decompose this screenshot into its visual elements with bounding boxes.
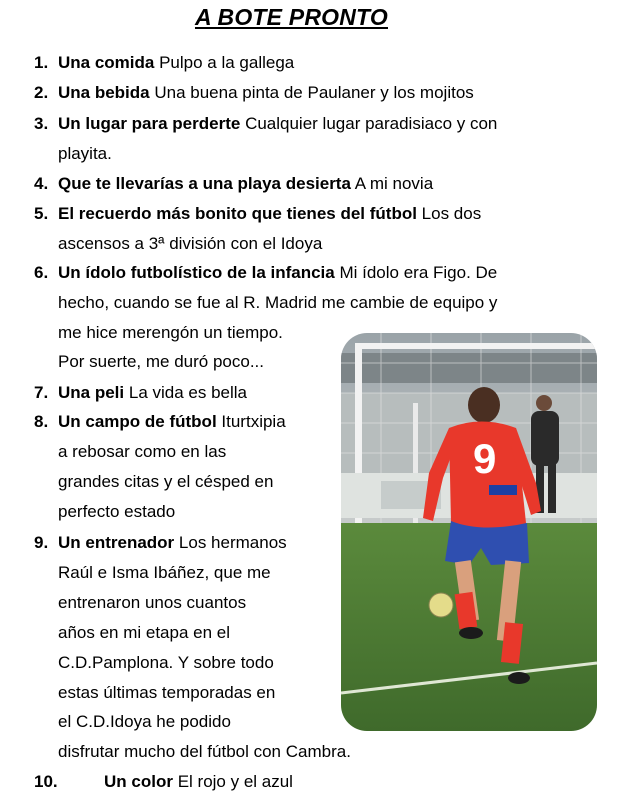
- jersey-number: 9: [473, 435, 497, 482]
- list-item-continuation: entrenaron unos cuantos: [58, 593, 247, 612]
- list-item-continuation: grandes citas y el césped en: [58, 472, 274, 491]
- list-item-continuation: perfecto estado: [58, 502, 176, 521]
- list-item: 3. Un lugar para perderte Cualquier lugar paradisiaco y con: [34, 114, 498, 133]
- list-item-continuation: años en mi etapa en el: [58, 623, 231, 642]
- list-item: 5. El recuerdo más bonito que tienes del fútbol Los dos: [34, 204, 482, 223]
- list-item-continuation: Raúl e Isma Ibáñez, que me: [58, 563, 271, 582]
- list-item: 6. Un ídolo futbolístico de la infancia Mi ídolo era Figo. De: [34, 263, 498, 282]
- list-item-continuation: estas últimas temporadas en: [58, 683, 276, 702]
- list-item-continuation: playita.: [58, 144, 112, 163]
- page-title: A BOTE PRONTO: [194, 4, 388, 30]
- list-item: 1. Una comida Pulpo a la gallega: [34, 53, 295, 72]
- list-item-continuation: ascensos a 3ª división con el Idoya: [58, 234, 323, 253]
- list-item-continuation: C.D.Pamplona. Y sobre todo: [58, 653, 274, 672]
- list-item: 10. Un color El rojo y el azul: [34, 772, 293, 791]
- list-item-continuation: el C.D.Idoya he podido: [58, 712, 231, 731]
- list-item-continuation: hecho, cuando se fue al R. Madrid me cambie de equipo y: [58, 293, 498, 312]
- list-item: 7. Una peli La vida es bella: [34, 383, 247, 402]
- football-player-photo: [341, 333, 597, 731]
- list-item: 9. Un entrenador Los hermanos: [34, 533, 287, 552]
- list-item-continuation: disfrutar mucho del fútbol con Cambra.: [58, 742, 351, 761]
- list-item-continuation: a rebosar como en las: [58, 442, 227, 461]
- list-item: 2. Una bebida Una buena pinta de Paulaner y los mojitos: [34, 83, 474, 102]
- list-item: 8. Un campo de fútbol Iturtxipia: [34, 412, 286, 431]
- list-item-continuation: Por suerte, me duró poco...: [58, 352, 264, 371]
- list-item: 4. Que te llevarías a una playa desierta A mi novia: [34, 174, 434, 193]
- list-item-continuation: me hice merengón un tiempo.: [58, 323, 283, 342]
